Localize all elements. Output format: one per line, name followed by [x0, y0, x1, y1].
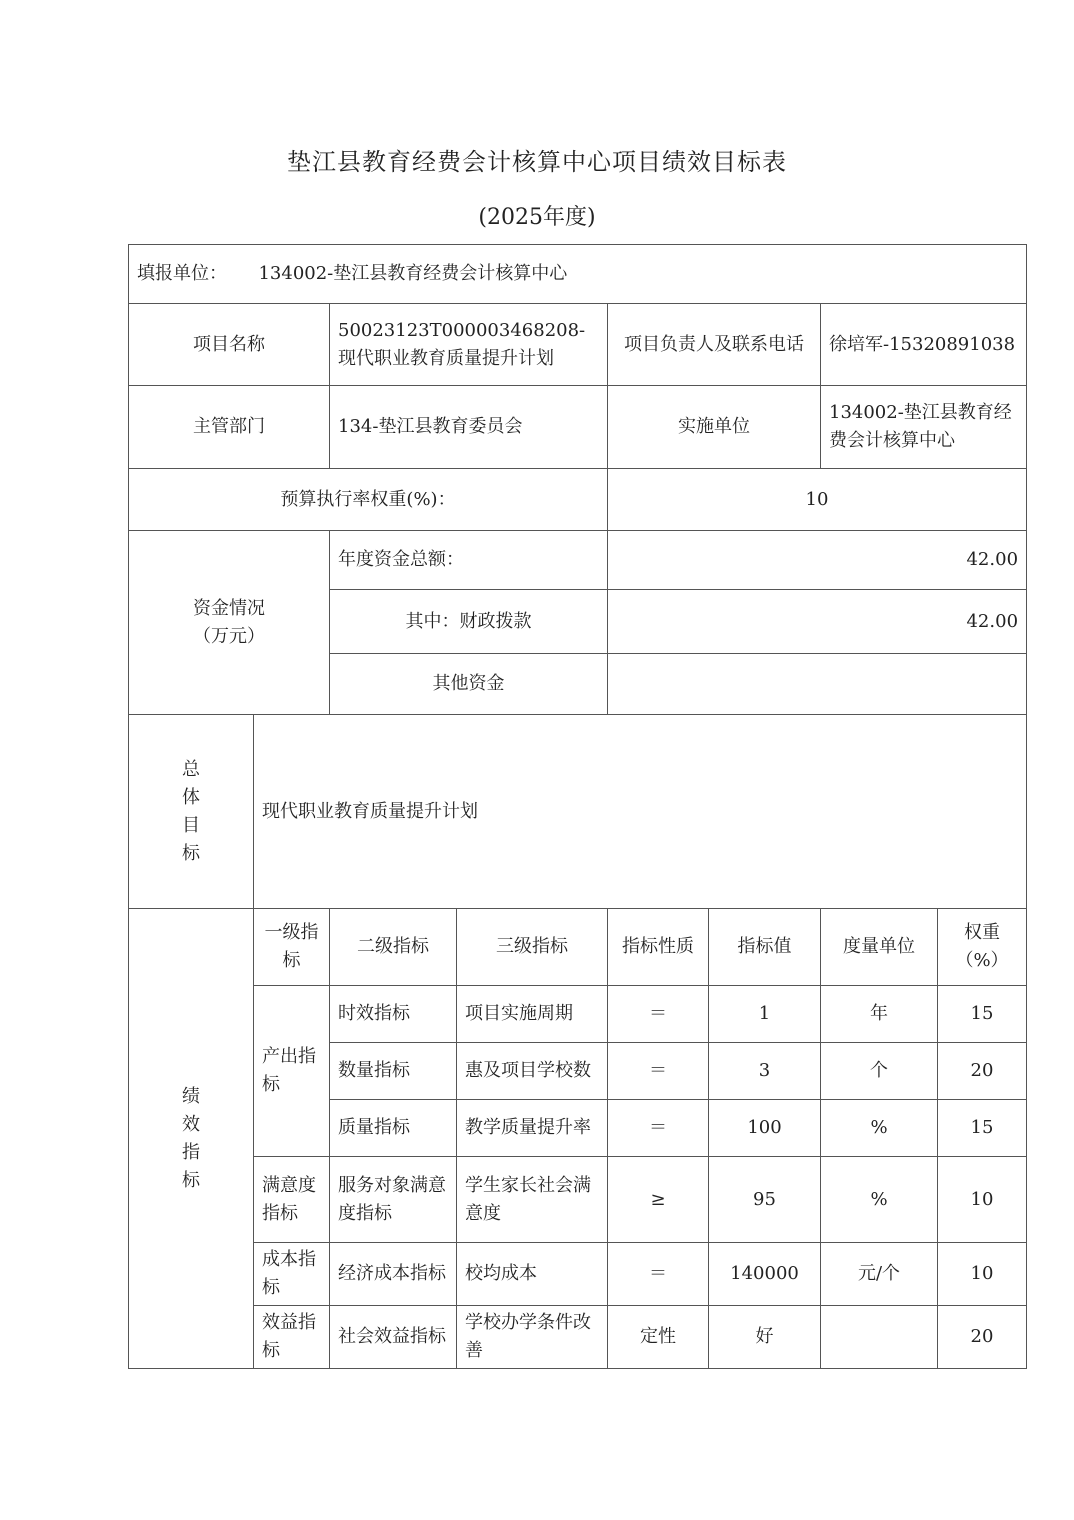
level3-cell: 教学质量提升率 — [457, 1100, 608, 1157]
budget-rate-row — [129, 469, 1027, 531]
funds-label-line1: 资金情况 — [193, 597, 265, 619]
level3-cell: 校均成本 — [457, 1243, 608, 1306]
page-title: 垫江县教育经费会计核算中心项目绩效目标表 — [287, 148, 787, 176]
level2-cell: 经济成本指标 — [330, 1243, 457, 1306]
project-name-row — [129, 304, 1027, 386]
nature-cell: ＝ — [608, 1043, 709, 1100]
level1-cell: 产出指标 — [254, 986, 330, 1157]
goal-row — [129, 715, 1027, 909]
header-value: 指标值 — [709, 909, 821, 986]
value-cell: 1 — [709, 986, 821, 1043]
table-row — [129, 1157, 1027, 1243]
nature-cell: ＝ — [608, 986, 709, 1043]
level2-cell: 数量指标 — [330, 1043, 457, 1100]
contact-value: 徐培军-15320891038 — [821, 304, 1027, 386]
level3-cell: 学校办学条件改善 — [457, 1306, 608, 1369]
nature-cell: ≥ — [608, 1157, 709, 1243]
value-cell: 好 — [709, 1306, 821, 1369]
perf-label-char: 绩 — [182, 1085, 200, 1107]
value-cell: 3 — [709, 1043, 821, 1100]
header-unit: 度量单位 — [821, 909, 938, 986]
unit-cell — [129, 245, 1027, 304]
funds-total-value: 42.00 — [608, 531, 1027, 590]
weight-cell: 10 — [938, 1243, 1027, 1306]
impl-label: 实施单位 — [608, 386, 821, 469]
table-row — [129, 1306, 1027, 1369]
unit-cell: % — [821, 1157, 938, 1243]
header-nature: 指标性质 — [608, 909, 709, 986]
level1-cell: 效益指标 — [254, 1306, 330, 1369]
funds-other-label: 其他资金 — [330, 654, 608, 715]
weight-cell: 10 — [938, 1157, 1027, 1243]
perf-label-char: 效 — [182, 1113, 200, 1135]
header-weight: 权重（%） — [938, 909, 1027, 986]
page-subtitle: (2025年度) — [478, 205, 596, 230]
funds-other-value — [608, 654, 1027, 715]
contact-label: 项目负责人及联系电话 — [608, 304, 821, 386]
weight-cell: 20 — [938, 1043, 1027, 1100]
budget-rate-label: 预算执行率权重(%)： — [129, 469, 608, 531]
dept-value: 134-垫江县教育委员会 — [330, 386, 608, 469]
funds-fiscal-label: 其中：财政拨款 — [330, 590, 608, 654]
dept-row — [129, 386, 1027, 469]
perf-label — [129, 909, 254, 1369]
goal-label-char: 目 — [182, 814, 200, 836]
level3-cell: 项目实施周期 — [457, 986, 608, 1043]
level2-cell: 社会效益指标 — [330, 1306, 457, 1369]
nature-cell: ＝ — [608, 1243, 709, 1306]
impl-value: 134002-垫江县教育经费会计核算中心 — [821, 386, 1027, 469]
level3-cell: 学生家长社会满意度 — [457, 1157, 608, 1243]
table-row — [129, 986, 1027, 1043]
funds-fiscal-value: 42.00 — [608, 590, 1027, 654]
value-cell: 140000 — [709, 1243, 821, 1306]
dept-label: 主管部门 — [129, 386, 330, 469]
level2-cell: 时效指标 — [330, 986, 457, 1043]
header-level3: 三级指标 — [457, 909, 608, 986]
goal-label-char: 总 — [182, 758, 200, 780]
level1-cell: 成本指标 — [254, 1243, 330, 1306]
budget-rate-value: 10 — [608, 469, 1027, 531]
level2-cell: 质量指标 — [330, 1100, 457, 1157]
nature-cell: 定性 — [608, 1306, 709, 1369]
perf-header-row — [129, 909, 1027, 986]
goal-label — [129, 715, 254, 909]
header-level1: 一级指标 — [254, 909, 330, 986]
unit-row — [129, 245, 1027, 304]
funds-total-label: 年度资金总额： — [330, 531, 608, 590]
perf-label-char: 指 — [182, 1141, 200, 1163]
unit-cell — [821, 1306, 938, 1369]
unit-cell: 年 — [821, 986, 938, 1043]
goal-label-char: 体 — [182, 786, 200, 808]
funds-label — [129, 531, 330, 715]
funds-total-row — [129, 531, 1027, 590]
weight-cell: 20 — [938, 1306, 1027, 1369]
table-row — [129, 1243, 1027, 1306]
weight-cell: 15 — [938, 986, 1027, 1043]
funds-label-line2: （万元） — [193, 625, 265, 647]
level2-cell: 服务对象满意度指标 — [330, 1157, 457, 1243]
project-name-label: 项目名称 — [129, 304, 330, 386]
perf-label-char: 标 — [182, 1169, 200, 1191]
nature-cell: ＝ — [608, 1100, 709, 1157]
performance-form-table — [128, 244, 1027, 1369]
value-cell: 100 — [709, 1100, 821, 1157]
level1-cell: 满意度指标 — [254, 1157, 330, 1243]
weight-cell: 15 — [938, 1100, 1027, 1157]
unit-cell: 元/个 — [821, 1243, 938, 1306]
value-cell: 95 — [709, 1157, 821, 1243]
project-name-value: 50023123T000003468208-现代职业教育质量提升计划 — [330, 304, 608, 386]
goal-label-char: 标 — [182, 842, 200, 864]
unit-cell: 个 — [821, 1043, 938, 1100]
unit-value: 134002-垫江县教育经费会计核算中心 — [258, 263, 568, 284]
goal-text: 现代职业教育质量提升计划 — [254, 715, 1027, 909]
unit-label: 填报单位： — [137, 263, 227, 284]
level3-cell: 惠及项目学校数 — [457, 1043, 608, 1100]
header-level2: 二级指标 — [330, 909, 457, 986]
unit-cell: % — [821, 1100, 938, 1157]
